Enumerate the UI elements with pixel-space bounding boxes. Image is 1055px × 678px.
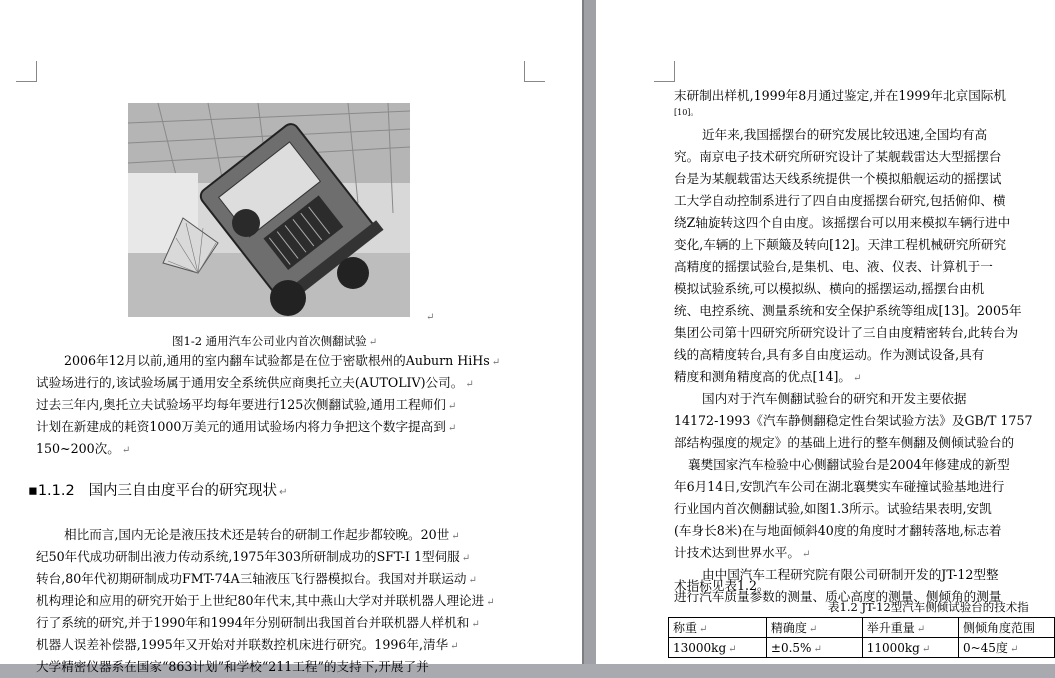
figure-caption-text: 图1-2 通用汽车公司业内首次侧翻试验 [172,334,367,348]
table-header-cell: 称重 ↵ [669,618,767,638]
body-line: 150~200次。 ↵ [36,441,131,456]
table-cell: ±0.5% ↵ [766,638,862,658]
table-header-row [669,618,1055,638]
body-line: (车身长8米)在与地面倾斜40度的角度时才翻转落地,标志着 [674,523,1002,538]
body-line: 机构理论和应用的研究开始于上世纪80年代末,其中燕山大学对并联机器人理论进 ↵ [36,593,495,608]
table-caption [828,596,1029,618]
body-line: 过去三年内,奥托立夫试验场平均每年要进行125次侧翻试验,通用工程师们 ↵ [36,397,457,412]
table-cell: 0~45度 ↵ [958,638,1054,658]
body-line: 计技术达到世界水平。 ↵ [674,545,811,560]
body-line: 绕Z轴旋转这四个自由度。该摇摆台可以用来模拟车辆行进中 [674,215,1011,230]
body-line: 工大学自动控制系进行了四自由度摇摆台研究,包括俯仰、横 [674,193,1006,208]
table-cell: 13000kg ↵ [669,638,767,658]
body-line: 末研制出样机,1999年8月通过鉴定,并在1999年北京国际机 [674,88,1006,103]
body-line: 纪50年代成功研制出液力传动系统,1975年303所研制成功的SFT-I 1型伺服 ↵ [36,549,471,564]
body-line: 部结构强度的规定》的基础上进行的整车侧翻及侧倾试验台的 [674,435,1015,450]
body-line: 襄樊国家汽车检验中心侧翻试验台是2004年修建成的新型 [688,457,1010,472]
body-line: 行了系统的研究,并于1990年和1994年分别研制出我国首台并联机器人样机和 ↵ [36,615,480,630]
page-gap [582,0,596,664]
body-line: 精度和测角精度高的优点[14]。 ↵ [674,369,862,384]
body-line: 转台,80年代初期研制成功FMT-74A三轴液压飞行器模拟台。我国对并联运动 ↵ [36,571,477,586]
body-line: 相比而言,国内无论是液压技术还是转台的研制工作起步都较晚。20世 ↵ [64,527,460,542]
body-line: 统、电控系统、测量系统和安全保护系统等组成[13]。2005年 [674,303,1022,318]
body-line: 线的高精度转台,具有多自由度运动。作为测试设备,具有 [674,347,985,362]
body-line: 台是为某舰载雷达天线系统提供一个模拟船舰运动的摇摆试 [674,171,1002,186]
body-line: 由中国汽车工程研究院有限公司研制开发的JT-12型整 [702,567,999,582]
body-line: 近年来,我国摇摆台的研究发展比较迅速,全国均有高 [702,127,988,142]
section-number: 1.1.2 [37,483,75,499]
table-cell: 11000kg ↵ [862,638,958,658]
body-line: 试验场进行的,该试验场属于通用安全系统供应商奥托立夫(AUTOLIV)公司。 ↵ [36,375,474,390]
body-line: 计划在新建成的耗资1000万美元的通用试验场内将力争把这个数字提高到 ↵ [36,419,457,434]
specs-table [668,617,1055,658]
section-title: 国内三自由度平台的研究现状 [88,483,278,499]
table-header-cell: 举升重量 ↵ [862,618,958,638]
crop-mark-top-left [16,61,37,82]
body-line: 大学精密仪器系在国家“863计划”和学校“211工程”的支持下,开展了并 [36,659,429,674]
body-line: 2006年12月以前,通用的室内翻车试验都是在位于密歇根州的Auburn HiHs ↵ [64,353,501,368]
crop-mark-top-left [654,61,675,82]
body-line: 变化,车辆的上下颠簸及转向[12]。天津工程机械研究所研究 [674,237,1007,252]
figure-caption: 图1-2 通用汽车公司业内首次侧翻试验 ↵ [172,334,378,348]
body-line: 究。南京电子技术研究所研究设计了某舰载雷达大型摇摆台 [674,149,1002,164]
body-line: 14172-1993《汽车静侧翻稳定性台架试验方法》及GB/T 1757 [674,413,1033,428]
body-line: 进行汽车质量参数的测量、质心高度的测量、侧倾角的测量 [674,589,1002,604]
body-line: [10]。 [674,108,699,117]
table-caption-text: 表1.2 JT-12型汽车侧倾试验台的技术指 [828,600,1029,614]
paragraph-mark: ↵ [426,312,435,323]
body-line: 机器人误差补偿器,1995年又开始对并联数控机床进行研究。1996年,清华 ↵ [36,637,459,652]
table-header-cell: 精确度 ↵ [766,618,862,638]
body-line: 高精度的摇摆试验台,是集机、电、液、仪表、计算机于一 [674,259,993,274]
body-line: 行业国内首次侧翻试验,如图1.3所示。试验结果表明,安凯 [674,501,992,516]
body-line: 模拟试验系统,可以模拟纵、横向的摇摆运动,摇摆台由机 [674,281,985,296]
table-header-cell: 侧倾角度范围 [958,618,1054,638]
body-line: 术指标见表1.2。 [674,578,770,593]
body-line: 集团公司第十四研究所研究设计了三自由度精密转台,此转台为 [674,325,1019,340]
body-line: 国内对于汽车侧翻试验台的研究和开发主要依据 [702,391,967,406]
crop-mark-top-right [524,61,545,82]
body-line: 年6月14日,安凯汽车公司在湖北襄樊实车碰撞试验基地进行 [674,479,1005,494]
right-page [596,0,1055,664]
rollover-test-photo [128,103,410,317]
table-row [669,638,1055,658]
section-heading: ▪1.1.2 国内三自由度平台的研究现状 ↵ [28,483,288,499]
